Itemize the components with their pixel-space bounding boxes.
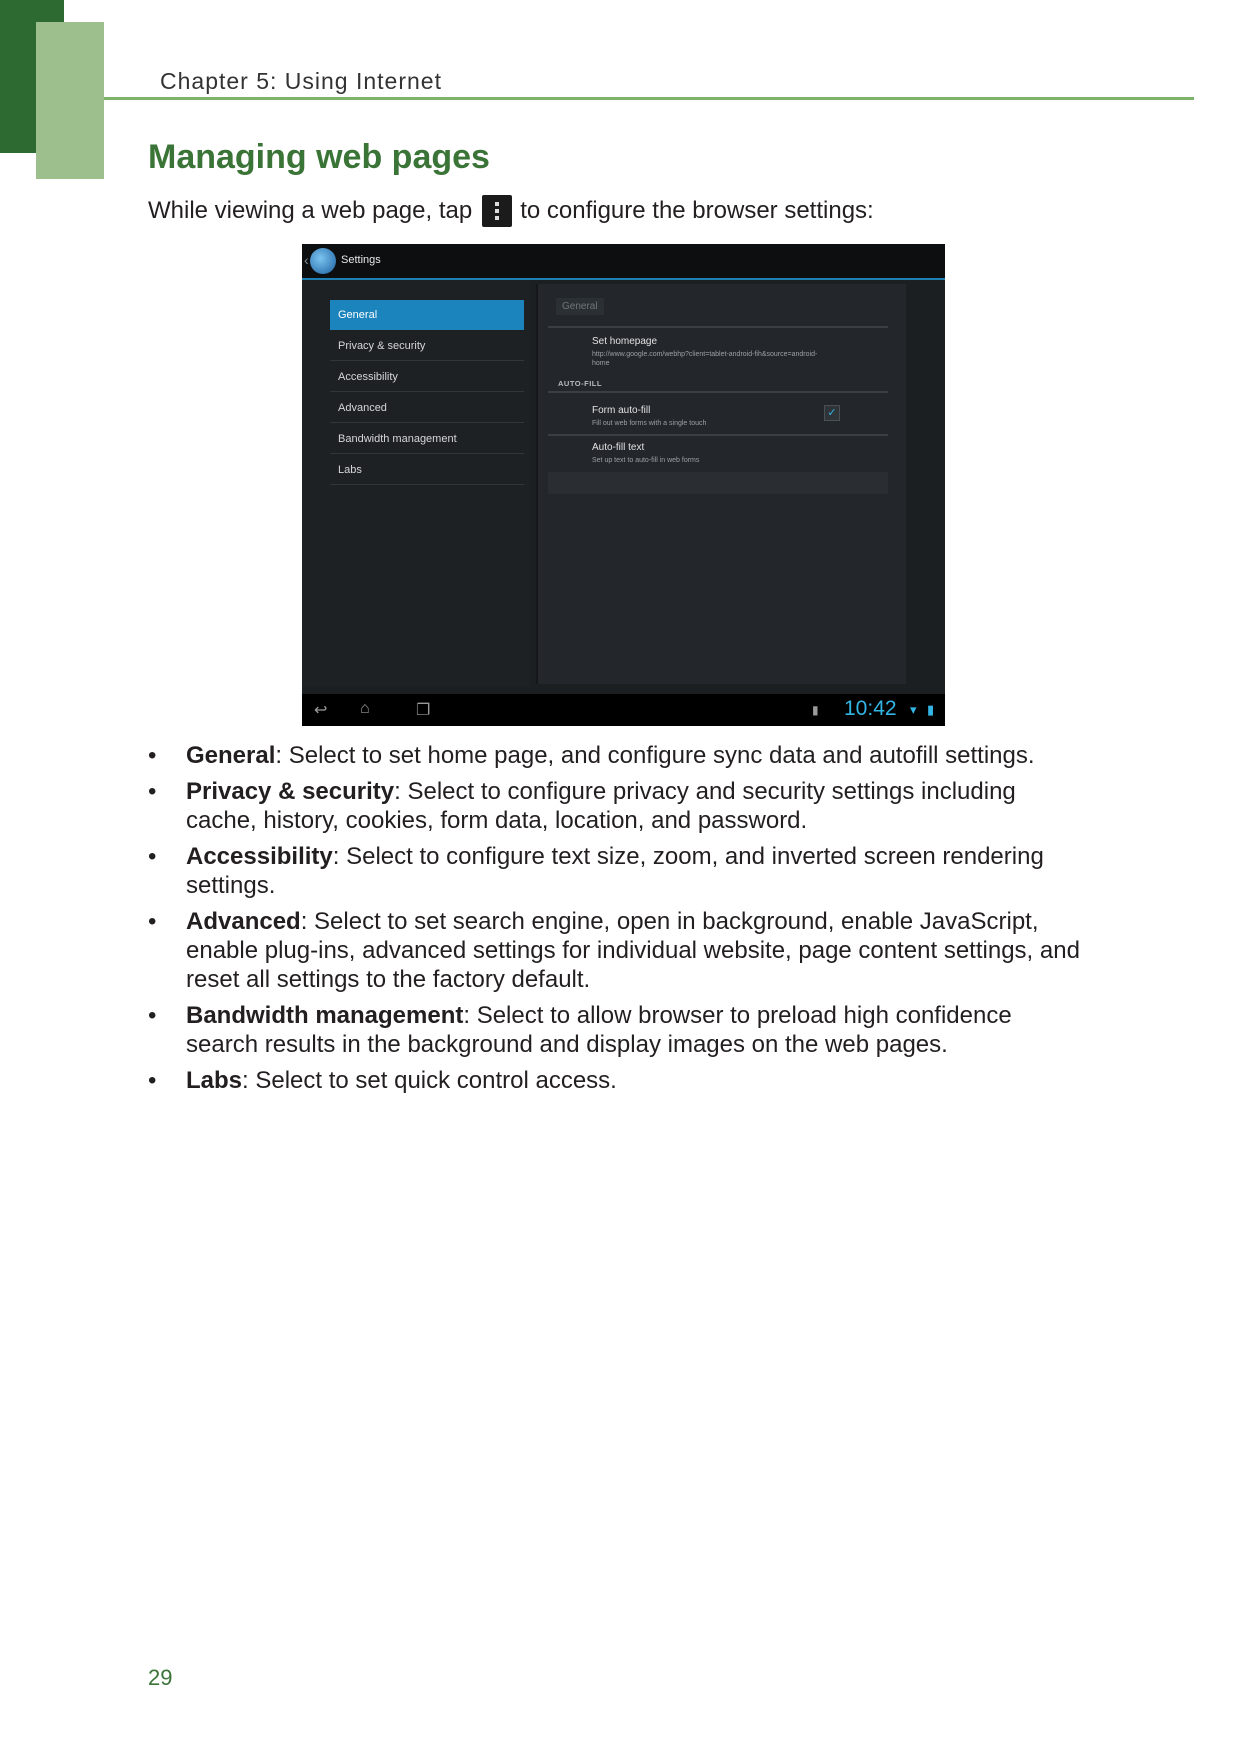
intro-paragraph <box>148 195 874 227</box>
system-nav-bar <box>302 694 945 726</box>
battery-icon: ▮ <box>927 702 935 717</box>
pane-header: General <box>556 298 604 315</box>
term-privacy: Privacy & security <box>186 778 395 805</box>
nav-item-bandwidth[interactable]: Bandwidth management <box>330 424 524 454</box>
home-icon[interactable]: ⌂ <box>360 700 370 717</box>
settings-nav <box>302 280 530 687</box>
intro-after: to configure the browser settings: <box>520 197 874 224</box>
browser-globe-icon <box>310 248 336 274</box>
nav-item-accessibility[interactable]: Accessibility <box>330 362 524 392</box>
term-labs: Labs <box>186 1067 243 1094</box>
list-item <box>148 907 1088 994</box>
form-autofill-checkbox[interactable]: ✓ <box>824 405 840 421</box>
chapter-header: Chapter 5: Using Internet <box>160 68 442 94</box>
chapter-tab-light <box>36 22 104 179</box>
section-title: Managing web pages <box>148 138 490 176</box>
menu-overflow-icon <box>482 195 512 227</box>
nav-item-general[interactable]: General <box>330 300 524 330</box>
desc-general: : Select to set home page, and configure sync data and autofill settings. <box>275 742 1035 769</box>
nav-item-privacy[interactable]: Privacy & security <box>330 331 524 361</box>
status-clock: 10:42 <box>844 697 897 720</box>
bullet-icon: • <box>148 908 157 935</box>
wifi-icon: ▾ <box>910 702 917 717</box>
nav-item-labs[interactable]: Labs <box>330 455 524 485</box>
bullet-icon: • <box>148 778 157 805</box>
sd-card-icon: ▮ <box>812 703 819 717</box>
page-number: 29 <box>148 1665 173 1690</box>
pref-autofill-text-summary: Set up text to auto-fill in web forms <box>592 457 700 464</box>
pref-homepage-value: http://www.google.com/webhp?client=tablet-android-fih&source=android-home <box>592 351 818 367</box>
action-bar <box>302 244 945 278</box>
settings-description-list <box>148 741 1088 1102</box>
back-icon[interactable]: ↩ <box>314 702 328 719</box>
term-general: General <box>186 742 276 769</box>
desc-bandwidth: : Select to allow browser to preload high confidence search results in the background and display images on the web pages. <box>186 1002 1012 1058</box>
list-item <box>148 1001 1088 1059</box>
category-autofill: AUTO-FILL <box>558 379 602 388</box>
pref-autofill-text-title[interactable]: Auto-fill text <box>592 442 645 453</box>
list-item <box>148 777 1088 835</box>
bullet-icon: • <box>148 843 157 870</box>
header-rule <box>104 97 1194 100</box>
term-bandwidth: Bandwidth management <box>186 1002 464 1029</box>
term-accessibility: Accessibility <box>186 843 333 870</box>
settings-detail-pane <box>536 284 906 684</box>
pref-form-autofill-title[interactable]: Form auto-fill <box>592 405 651 416</box>
pane-empty-row <box>548 472 888 494</box>
nav-item-advanced[interactable]: Advanced <box>330 393 524 423</box>
pane-divider <box>536 284 538 684</box>
term-advanced: Advanced <box>186 908 301 935</box>
back-chevron-icon[interactable]: ‹ <box>304 252 309 268</box>
recent-apps-icon[interactable]: ❐ <box>416 702 431 719</box>
desc-accessibility: : Select to configure text size, zoom, and inverted screen rendering settings. <box>186 843 1044 899</box>
action-bar-title: Settings <box>341 254 381 266</box>
category-rule <box>548 391 888 393</box>
list-item <box>148 842 1088 900</box>
pref-rule <box>548 434 888 436</box>
list-item <box>148 741 1088 770</box>
browser-settings-screenshot <box>302 244 945 726</box>
intro-before: While viewing a web page, tap <box>148 197 473 224</box>
bullet-icon: • <box>148 742 157 769</box>
pref-homepage-title[interactable]: Set homepage <box>592 336 658 347</box>
bullet-icon: • <box>148 1002 157 1029</box>
pref-form-autofill-summary: Fill out web forms with a single touch <box>592 420 707 427</box>
list-item <box>148 1066 1088 1095</box>
bullet-icon: • <box>148 1067 157 1094</box>
pane-rule <box>548 326 888 328</box>
desc-advanced: : Select to set search engine, open in background, enable JavaScript, enable plug-ins, advanced settings for individual website, page content settings, and reset all settings to the factory default. <box>186 908 1080 993</box>
desc-privacy: : Select to configure privacy and security settings including cache, history, cookies, form data, location, and password. <box>186 778 1016 834</box>
desc-labs: : Select to set quick control access. <box>242 1067 617 1094</box>
